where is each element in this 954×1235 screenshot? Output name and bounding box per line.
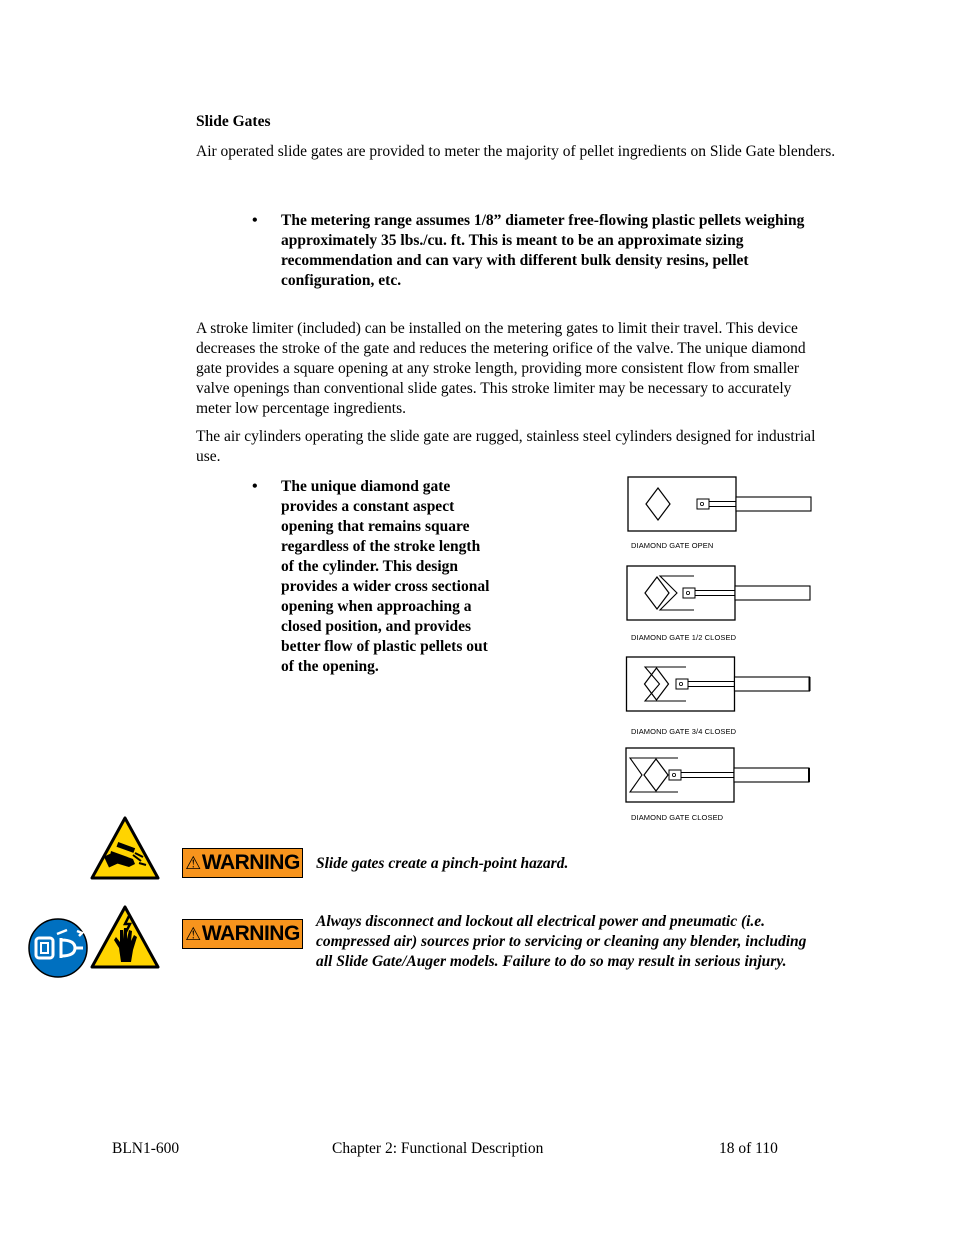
- diamond-opening: [644, 759, 668, 791]
- footer-page-number: 18 of 110: [719, 1140, 778, 1157]
- intro-paragraph: Air operated slide gates are provided to meter the majority of pellet ingredients on Slide Gate blenders.: [196, 143, 836, 160]
- bullet-marker: •: [252, 212, 258, 229]
- diagram-label-half-closed: DIAMOND GATE 1/2 CLOSED: [631, 633, 737, 642]
- pinch-point-warning-text: Slide gates create a pinch-point hazard.: [316, 855, 569, 872]
- stroke-limiter-paragraph: A stroke limiter (included) can be installed on the metering gates to limit their travel. This device decreases the stroke of the gate and reduces the metering orifice of the valve. The unique diamond gate provides a square opening at any stroke length, providing more consistent flow from smaller valve openings than conventional slide gates. This stroke limiter may be necessary to accurately meter low percentage ingredients.: [196, 320, 806, 417]
- air-cylinder: [735, 677, 810, 691]
- air-cylinder-paragraph: The air cylinders operating the slide gate are rugged, stainless steel cylinders designed for industrial use.: [196, 428, 816, 465]
- diagram-label-closed: DIAMOND GATE CLOSED: [631, 813, 724, 822]
- rod-clevis: [669, 770, 681, 780]
- warning-triangle-icon: ⚠: [185, 853, 201, 873]
- diagram-label-closed-clip: [631, 808, 781, 822]
- section-heading: Slide Gates: [196, 113, 271, 130]
- warning-badge-label: WARNING: [201, 851, 300, 874]
- air-cylinder: [735, 586, 810, 600]
- rod-clevis: [676, 679, 688, 689]
- diagram-label-open: DIAMOND GATE OPEN: [631, 541, 714, 550]
- gate-housing: [627, 566, 735, 620]
- diamond-opening: [645, 668, 669, 700]
- diamond-gate-diagrams: [620, 472, 820, 822]
- rod-clevis: [697, 499, 709, 509]
- warning-triangle-icon: ⚠: [185, 924, 201, 944]
- diamond-gate-note: The unique diamond gate provides a constant aspect opening that remains square regardless of the stroke length of the cylinder. This design provides a wider cross sectional opening when approaching a closed position, and provides better flow of plastic pellets out of the opening.: [281, 478, 490, 675]
- air-cylinder: [734, 768, 809, 782]
- diagram-label-three-quarter-closed: DIAMOND GATE 3/4 CLOSED: [631, 727, 737, 736]
- lockout-warning-text: Always disconnect and lockout all electrical power and pneumatic (i.e. compressed air) sources prior to servicing or cleaning any blender, including all Slide Gate/Auger models. Failure to do so may result in serious injury.: [316, 913, 807, 970]
- diamond-opening: [646, 488, 670, 520]
- rod-clevis: [683, 588, 695, 598]
- footer-doc-id: BLN1-600: [112, 1140, 180, 1157]
- warning-badge: [182, 919, 303, 949]
- diamond-gate-0: [628, 477, 811, 531]
- warning-badge-label: WARNING: [201, 922, 300, 945]
- disconnect-power-icon: [27, 917, 89, 985]
- gate-housing: [628, 477, 736, 531]
- electric-shock-hazard-icon: [89, 904, 161, 976]
- pinch-point-hazard-icon: [89, 815, 161, 887]
- diamond-gate-3: [626, 748, 809, 802]
- diamond-gate-1: [627, 566, 810, 620]
- air-cylinder: [736, 497, 811, 511]
- bullet-marker: •: [252, 478, 258, 495]
- footer-chapter: Chapter 2: Functional Description: [332, 1140, 544, 1157]
- warning-badge: [182, 848, 303, 878]
- diamond-gate-2: [627, 657, 810, 711]
- metering-range-note: The metering range assumes 1/8” diameter free-flowing plastic pellets weighing approximately 35 lbs./cu. ft. This is meant to be an approximate sizing recommendation and can vary with different bulk density resins, pellet configuration, etc.: [281, 212, 805, 289]
